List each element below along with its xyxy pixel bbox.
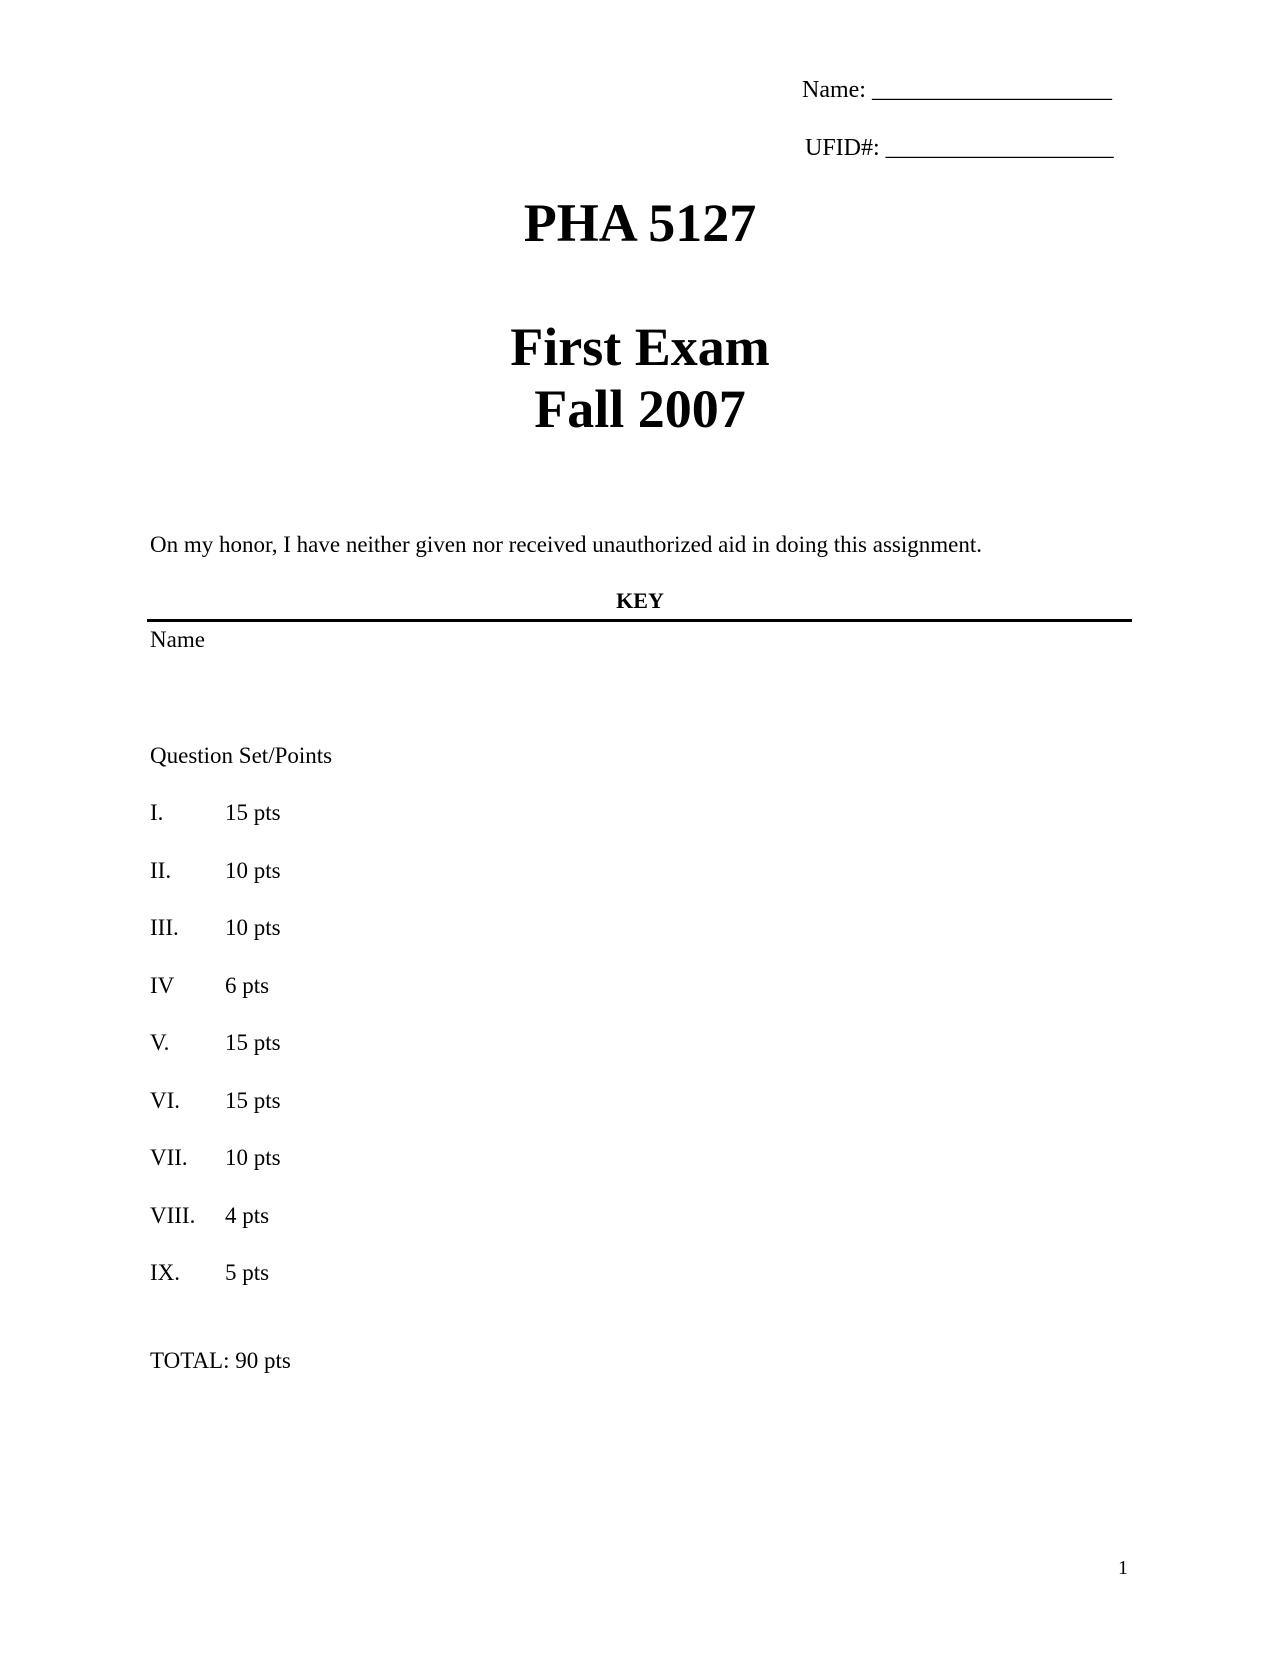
- question-set-numeral: IX.: [150, 1260, 181, 1285]
- honor-pledge: On my honor, I have neither given nor received unauthorized aid in doing this assignment.: [150, 532, 982, 557]
- question-set-row: [150, 1029, 550, 1059]
- question-set-points: 10 pts: [225, 915, 281, 940]
- question-set-numeral: I.: [150, 800, 164, 825]
- question-set-numeral: VII.: [150, 1145, 188, 1170]
- question-set-points: 15 pts: [225, 800, 281, 825]
- question-set-numeral: V.: [150, 1030, 170, 1055]
- ufid-field: UFID#: ___________________: [805, 135, 1114, 161]
- question-set-points: 15 pts: [225, 1030, 281, 1055]
- question-set-points: 4 pts: [225, 1203, 270, 1228]
- question-set-numeral: VIII.: [150, 1203, 196, 1228]
- question-set-numeral: VI.: [150, 1088, 181, 1113]
- question-set-row: [150, 1259, 550, 1289]
- question-set-row: [150, 1087, 550, 1117]
- page-number: 1: [1118, 1557, 1128, 1579]
- signature-line: [147, 619, 1132, 622]
- question-set-numeral: II.: [150, 858, 172, 883]
- exam-title: First Exam: [510, 317, 770, 377]
- question-set-numeral: III.: [150, 915, 179, 940]
- question-set-points: 6 pts: [225, 973, 270, 998]
- question-set-heading: Question Set/Points: [150, 743, 333, 768]
- question-set-row: [150, 972, 550, 1002]
- question-set-numeral: IV: [150, 973, 175, 998]
- question-set-row: [150, 1144, 550, 1174]
- question-set-row: [150, 799, 550, 829]
- question-set-points: 10 pts: [225, 858, 281, 883]
- total-points: TOTAL: 90 pts: [150, 1348, 291, 1373]
- name-field: Name: ____________________: [802, 77, 1112, 103]
- course-title: PHA 5127: [523, 193, 757, 253]
- question-set-points: 5 pts: [225, 1260, 270, 1285]
- key-label: KEY: [616, 588, 664, 613]
- question-set-row: [150, 1202, 550, 1232]
- question-set-points: 15 pts: [225, 1088, 281, 1113]
- question-set-row: [150, 914, 550, 944]
- question-set-row: [150, 857, 550, 887]
- signature-caption: Name: [150, 627, 205, 652]
- exam-term: Fall 2007: [534, 379, 746, 439]
- question-set-points: 10 pts: [225, 1145, 281, 1170]
